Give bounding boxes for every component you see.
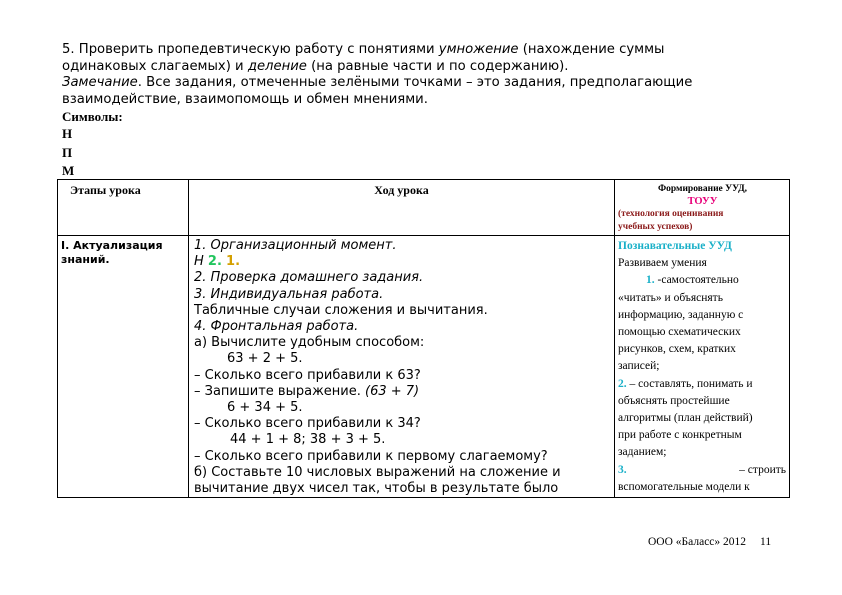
note-text: . Все задания, отмеченные зелёными точками – это задания, предполагающие xyxy=(137,75,693,90)
note-label: Замечание xyxy=(62,75,138,90)
uud-text: информацию, заданную с xyxy=(618,308,744,321)
header-uud-line4: учебных успехов) xyxy=(618,221,693,232)
course-cell xyxy=(189,236,615,498)
course-line: – Сколько всего прибавили к 34? xyxy=(194,416,421,432)
mark-green: 2. xyxy=(207,254,222,270)
course-line-italic: (63 + 7) xyxy=(365,383,420,399)
course-line xyxy=(194,384,612,400)
stage-cell xyxy=(58,236,189,498)
footer-publisher: ООО «Баласс» 2012 xyxy=(648,536,747,548)
uud-number: 2. xyxy=(618,377,627,390)
course-line: 2. Проверка домашнего задания. xyxy=(194,270,424,286)
header-course: Ход урока xyxy=(189,180,615,236)
table-header-row xyxy=(58,180,790,236)
uud-text: – составлять, понимать и xyxy=(626,377,753,390)
course-line: 4. Фронтальная работа. xyxy=(194,319,359,335)
stage-line2: знаний. xyxy=(61,253,110,266)
course-line-marks xyxy=(194,254,612,270)
intro-line1-italic: умножение xyxy=(438,42,519,57)
uud-number: 1. xyxy=(646,274,655,287)
uud-text: алгоритмы (план действий) xyxy=(618,412,753,425)
note-line1 xyxy=(62,75,762,92)
uud-text: рисунков, схем, кратких xyxy=(618,343,736,356)
stage-line1: I. Актуализация xyxy=(61,239,163,252)
intro-line1 xyxy=(62,42,762,59)
symbol-item: М xyxy=(62,163,75,178)
course-line: вычитание двух чисел так, чтобы в результате было xyxy=(194,481,559,497)
intro-line2-end: (на равные части и по содержанию). xyxy=(306,58,569,74)
header-stages: Этапы урока xyxy=(58,180,189,236)
uud-cell xyxy=(615,236,790,498)
header-uud xyxy=(615,180,790,236)
symbol-item: П xyxy=(62,145,73,160)
course-line: – Сколько всего прибавили к 63? xyxy=(194,367,421,383)
course-line: 3. Индивидуальная работа. xyxy=(194,286,384,302)
symbols-title: Символы: xyxy=(62,109,123,124)
mark-n: Н xyxy=(194,254,208,270)
uud-text: записей; xyxy=(618,360,660,373)
uud-text: заданием; xyxy=(618,446,667,459)
uud-text: «читать» и объяснять xyxy=(618,291,723,304)
uud-text: вспомогательные модели к xyxy=(618,480,750,493)
course-line: 1. Организационный момент. xyxy=(194,238,397,253)
header-uud-toyy: ТОУУ xyxy=(687,195,718,207)
header-uud-line1: Формирование УУД, xyxy=(657,184,748,194)
lesson-table xyxy=(57,179,790,498)
intro-line2 xyxy=(62,59,762,76)
uud-text: -самостоятельно xyxy=(657,274,739,287)
intro-text xyxy=(62,42,762,108)
page-number: 11 xyxy=(760,536,772,548)
intro-line1-start: 5. Проверить пропедевтическую работу с понятиями xyxy=(62,42,439,57)
header-uud-line3: (технология оценивания xyxy=(618,209,724,219)
uud-text: – строить xyxy=(739,463,786,476)
course-line: 6 + 34 + 5. xyxy=(227,400,303,416)
course-line: б) Составьте 10 числовых выражений на сложение и xyxy=(194,464,561,480)
uud-text: при работе с конкретным xyxy=(618,429,742,442)
uud-item-3 xyxy=(618,462,786,479)
note-line2: взаимодействие, взаимопомощь и обмен мнениями. xyxy=(62,91,428,107)
uud-text: объяснять простейшие xyxy=(618,394,730,407)
uud-develop: Развиваем умения xyxy=(618,257,707,270)
mark-yellow: 1. xyxy=(226,254,241,270)
uud-number: 3. xyxy=(618,463,627,476)
uud-text: помощью схематических xyxy=(618,326,741,339)
course-line: 44 + 1 + 8; 38 + 3 + 5. xyxy=(230,432,386,448)
course-line-start: – Запишите выражение. xyxy=(194,383,365,399)
intro-line1-end: (нахождение суммы xyxy=(518,42,665,57)
intro-line2-italic: деление xyxy=(247,58,307,74)
uud-title: Познавательные УУД xyxy=(618,240,732,252)
course-line: а) Вычислите удобным способом: xyxy=(194,335,425,351)
uud-item-1 xyxy=(618,272,786,289)
course-line: 63 + 2 + 5. xyxy=(227,351,303,367)
course-line: – Сколько всего прибавили к первому слагаемому? xyxy=(194,448,548,464)
course-line: Табличные случаи сложения и вычитания. xyxy=(194,302,488,318)
table-row xyxy=(58,236,790,498)
symbol-item: Н xyxy=(62,126,73,141)
page-footer xyxy=(648,536,771,548)
uud-item-2 xyxy=(618,376,786,393)
intro-line2-start: одинаковых слагаемых) и xyxy=(62,58,248,74)
